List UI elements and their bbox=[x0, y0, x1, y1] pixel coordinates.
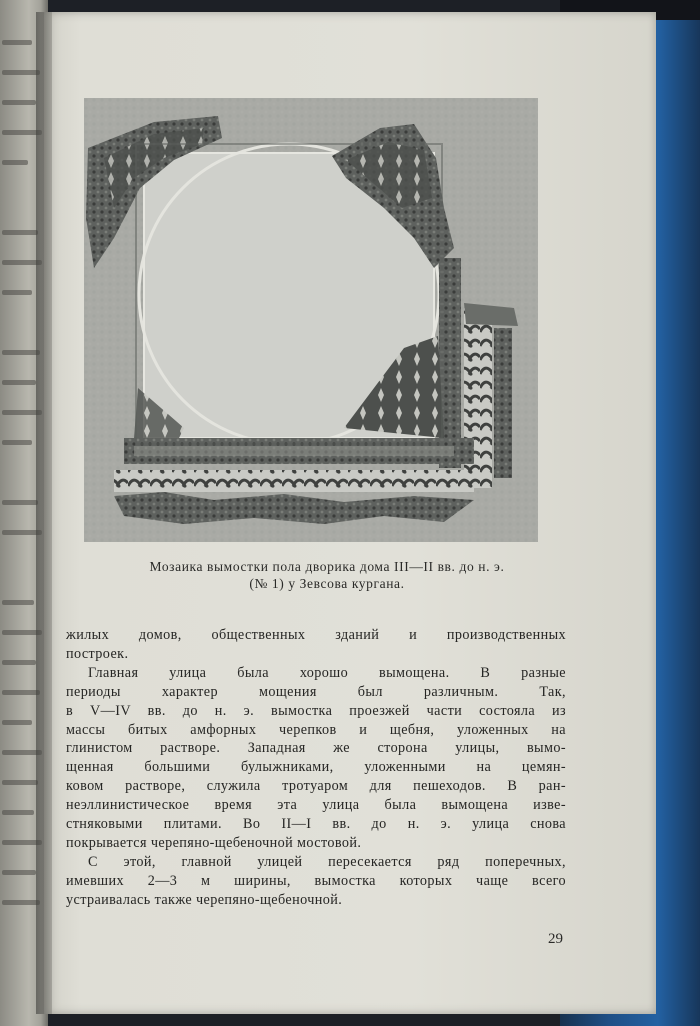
page-number: 29 bbox=[548, 931, 563, 947]
text-line: периоды характер мощения был различным. Так, bbox=[66, 683, 566, 700]
text-line: глинистом растворе. Западная же сторона улицы, вымо- bbox=[66, 740, 566, 757]
text-line: С этой, главной улицей пересекается ряд поперечных, bbox=[88, 853, 566, 870]
caption-line-1: Мозаика вымостки пола дворика дома III—II вв. до н. э. bbox=[149, 559, 505, 574]
text-line: в V—IV вв. до н. э. вымостка проезжей части состояла из bbox=[66, 702, 566, 719]
text-line: массы битых амфорных черепков и щебня, уложенных на bbox=[66, 721, 566, 738]
text-line: стняковыми плитами. Во II—I вв. до н. э. улица снова bbox=[66, 816, 566, 833]
text-line: устраивалась также черепяно-щебеночной. bbox=[66, 891, 343, 908]
text-line: покрывается черепяно-щебеночной мостовой. bbox=[66, 834, 362, 851]
body-text bbox=[66, 626, 566, 910]
text-line: щенная большими булыжниками, уложенными на цемян- bbox=[66, 759, 566, 776]
text-line: имевших 2—3 м ширины, вымостка которых чаще всего bbox=[66, 872, 566, 889]
text-line: неэллинистическое время эта улица была вымощена изве- bbox=[66, 797, 566, 814]
page-gutter bbox=[36, 12, 52, 1014]
caption-line-2: (№ 1) у Зевсова кургана. bbox=[249, 576, 405, 591]
text-line: ковом растворе, служила тротуаром для пешеходов. В ран- bbox=[66, 778, 566, 795]
figure-caption bbox=[70, 558, 584, 592]
text-line: построек. bbox=[66, 645, 129, 662]
mosaic-photograph bbox=[84, 98, 538, 542]
text-line: жилых домов, общественных зданий и производственных bbox=[66, 627, 566, 643]
text-line: Главная улица была хорошо вымощена. В разные bbox=[88, 664, 566, 681]
